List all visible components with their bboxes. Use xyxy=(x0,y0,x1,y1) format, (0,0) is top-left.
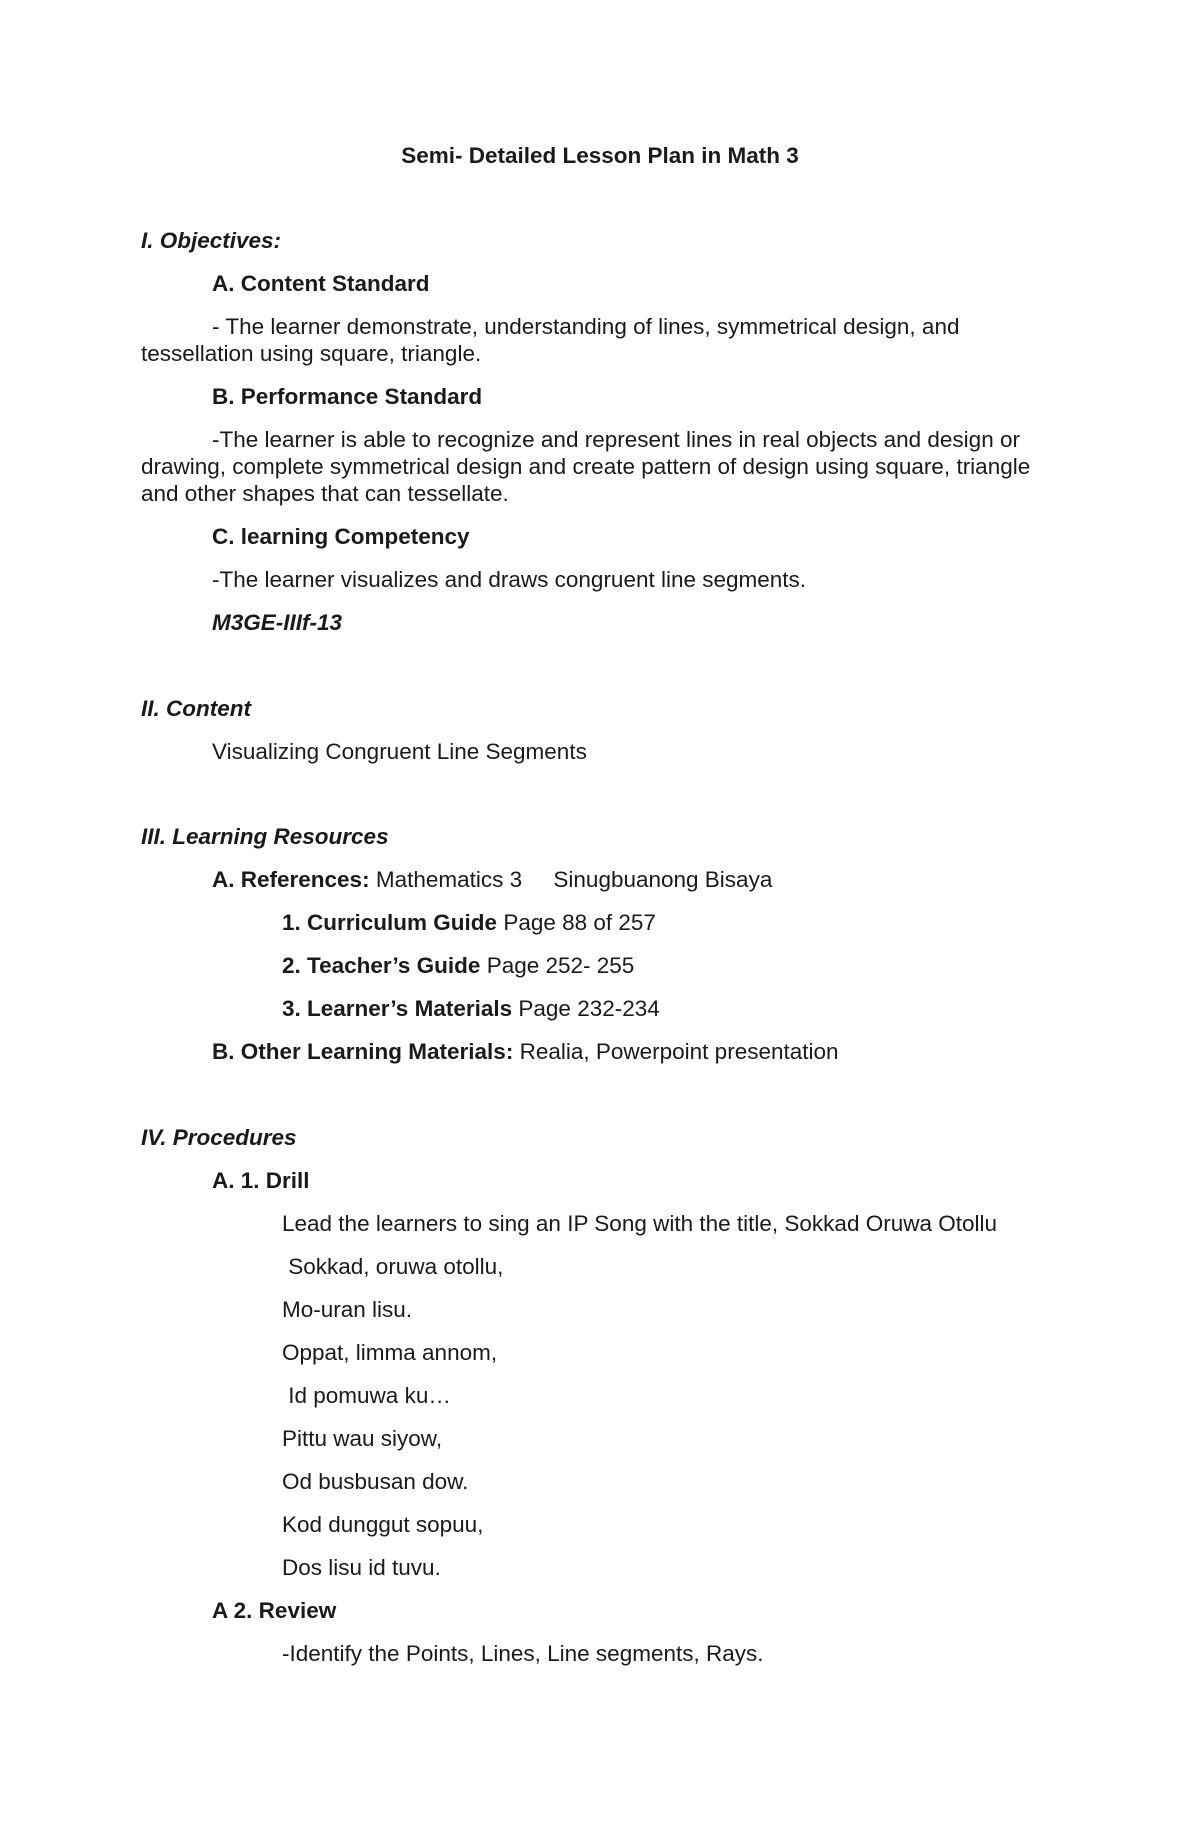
performance-standard-text: -The learner is able to recognize and represent lines in real objects and design or drawing, complete symmetrical design and create pattern of design using square, triangle and other shapes that can tessellate. xyxy=(141,427,1031,506)
procedures-heading: IV. Procedures xyxy=(141,1125,297,1150)
resource-item-label: 1. Curriculum Guide xyxy=(282,910,498,935)
competency-code: M3GE-IIIf-13 xyxy=(212,610,343,635)
review-label: A 2. Review xyxy=(212,1598,337,1623)
resource-item-value: Page 88 of 257 xyxy=(503,910,656,935)
resource-item-value: Page 232-234 xyxy=(518,996,660,1021)
resource-item xyxy=(282,909,656,936)
song-line: Id pomuwa ku… xyxy=(282,1383,451,1408)
resources-heading: III. Learning Resources xyxy=(141,824,389,849)
other-materials-value: Realia, Powerpoint presentation xyxy=(519,1039,839,1064)
song-line: Sokkad, oruwa otollu, xyxy=(282,1254,504,1279)
references-line xyxy=(212,866,772,893)
song-line: Kod dunggut sopuu, xyxy=(282,1512,484,1537)
learning-competency-label: C. learning Competency xyxy=(212,524,470,549)
song-line: Pittu wau siyow, xyxy=(282,1426,443,1451)
content-standard-text: - The learner demonstrate, understanding of lines, symmetrical design, and tessellation using square, triangle. xyxy=(141,314,960,366)
drill-label: A. 1. Drill xyxy=(212,1168,310,1193)
song-line: Oppat, limma annom, xyxy=(282,1340,498,1365)
learning-competency-text: -The learner visualizes and draws congruent line segments. xyxy=(212,567,807,592)
review-text: -Identify the Points, Lines, Line segments, Rays. xyxy=(282,1641,764,1666)
song-line: Mo-uran lisu. xyxy=(282,1297,413,1322)
resource-item xyxy=(282,952,634,979)
performance-standard-label: B. Performance Standard xyxy=(212,384,483,409)
objectives-heading: I. Objectives: xyxy=(141,228,282,253)
drill-intro: Lead the learners to sing an IP Song with the title, Sokkad Oruwa Otollu xyxy=(282,1211,998,1236)
document-title: Semi- Detailed Lesson Plan in Math 3 xyxy=(401,143,799,168)
other-materials-line xyxy=(212,1038,839,1065)
resource-item-label: 3. Learner’s Materials xyxy=(282,996,513,1021)
other-materials-label: B. Other Learning Materials: xyxy=(212,1039,514,1064)
content-standard-label: A. Content Standard xyxy=(212,271,430,296)
references-value: Mathematics 3 Sinugbuanong Bisaya xyxy=(375,867,773,892)
resource-item xyxy=(282,995,660,1022)
resource-item-value: Page 252- 255 xyxy=(486,953,635,978)
song-line: Od busbusan dow. xyxy=(282,1469,469,1494)
song-line: Dos lisu id tuvu. xyxy=(282,1555,441,1580)
references-label: A. References: xyxy=(212,867,370,892)
content-heading: II. Content xyxy=(141,696,251,721)
resource-item-label: 2. Teacher’s Guide xyxy=(282,953,481,978)
content-text: Visualizing Congruent Line Segments xyxy=(212,739,587,764)
